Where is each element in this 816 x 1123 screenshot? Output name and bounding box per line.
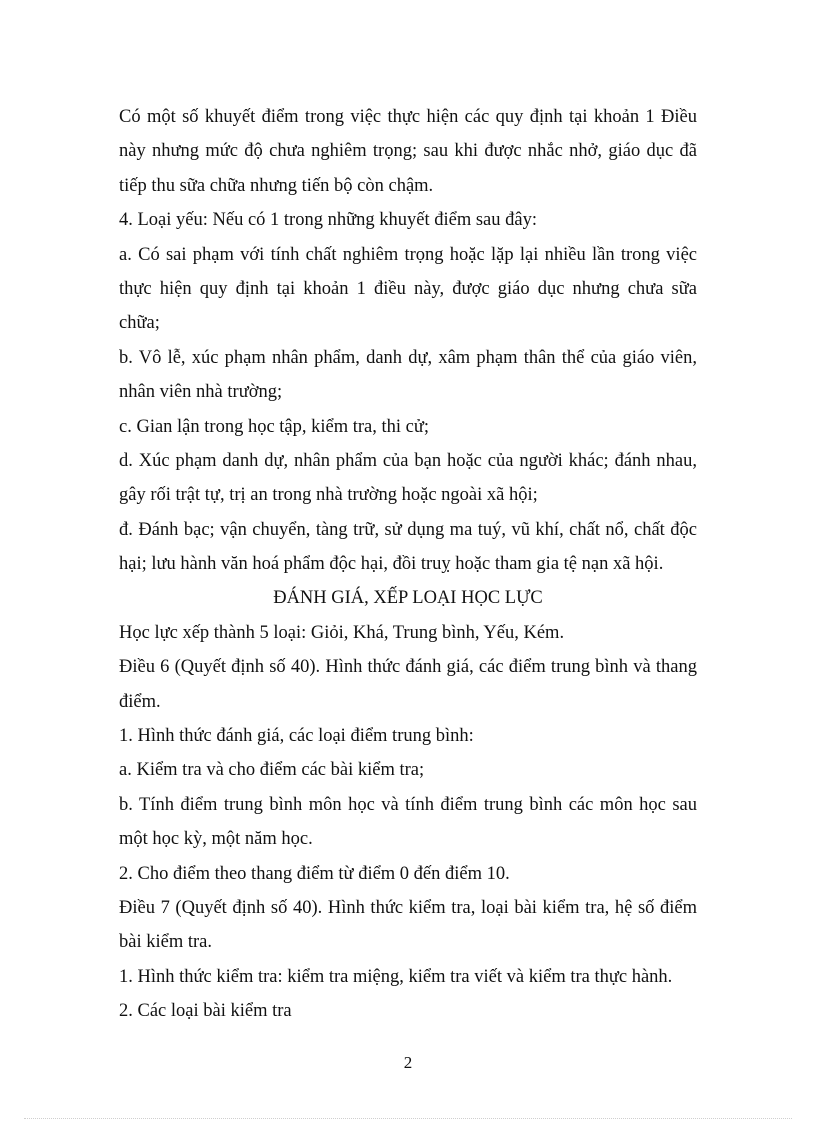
text-line: chữa; [119, 313, 160, 334]
text-line: nhân viên nhà trường; [119, 382, 283, 403]
text-line: a. Kiểm tra và cho điểm các bài kiểm tra; [119, 760, 425, 781]
page-number: 2 [403, 1053, 413, 1072]
text-line: c. Gian lận trong học tập, kiểm tra, thi cử; [119, 416, 430, 437]
text-line: tiếp thu sữa chữa nhưng tiến bộ còn chậm. [119, 175, 434, 196]
text-line: a. Có sai phạm với tính chất nghiêm trọng hoặc lặp lại nhiều lần trong việc [119, 244, 697, 265]
text-line: 2. Các loại bài kiểm tra [119, 1001, 292, 1022]
text-line: một học kỳ, một năm học. [119, 829, 313, 850]
text-line: 1. Hình thức kiểm tra: kiểm tra miệng, kiểm tra viết và kiểm tra thực hành. [119, 966, 673, 987]
text-line: Điều 7 (Quyết định số 40). Hình thức kiểm tra, loại bài kiểm tra, hệ số điểm [119, 897, 697, 918]
section-heading: ĐÁNH GIÁ, XẾP LOẠI HỌC LỰC [273, 588, 543, 609]
text-line: thực hiện quy định tại khoản 1 điều này, được giáo dục nhưng chưa sữa [119, 278, 697, 299]
text-line: điểm. [119, 691, 161, 712]
text-line: d. Xúc phạm danh dự, nhân phẩm của bạn hoặc của người khác; đánh nhau, [119, 450, 697, 471]
document-body [119, 100, 697, 1029]
text-line: đ. Đánh bạc; vận chuyển, tàng trữ, sử dụng ma tuý, vũ khí, chất nổ, chất độc [119, 519, 697, 540]
text-line: Học lực xếp thành 5 loại: Giỏi, Khá, Trung bình, Yếu, Kém. [119, 622, 565, 643]
text-line: này nhưng mức độ chưa nghiêm trọng; sau khi được nhắc nhở, giáo dục đã [119, 141, 697, 162]
text-line: Có một số khuyết điểm trong việc thực hiện các quy định tại khoản 1 Điều [119, 107, 697, 127]
text-line: b. Vô lễ, xúc phạm nhân phẩm, danh dự, xâm phạm thân thể của giáo viên, [119, 347, 697, 368]
text-line: gây rối trật tự, trị an trong nhà trường hoặc ngoài xã hội; [119, 485, 538, 506]
text-line: Điều 6 (Quyết định số 40). Hình thức đánh giá, các điểm trung bình và thang [119, 657, 697, 678]
text-line: 1. Hình thức đánh giá, các loại điểm trung bình: [119, 726, 474, 747]
page-bottom-border [24, 1118, 792, 1119]
text-line: bài kiểm tra. [119, 932, 212, 953]
text-line: b. Tính điểm trung bình môn học và tính điểm trung bình các môn học sau [119, 794, 697, 815]
text-line: 4. Loại yếu: Nếu có 1 trong những khuyết điểm sau đây: [119, 210, 537, 231]
text-line: 2. Cho điểm theo thang điểm từ điểm 0 đến điểm 10. [119, 863, 510, 884]
text-line: hại; lưu hành văn hoá phẩm độc hại, đồi truỵ hoặc tham gia tệ nạn xã hội. [119, 554, 664, 575]
